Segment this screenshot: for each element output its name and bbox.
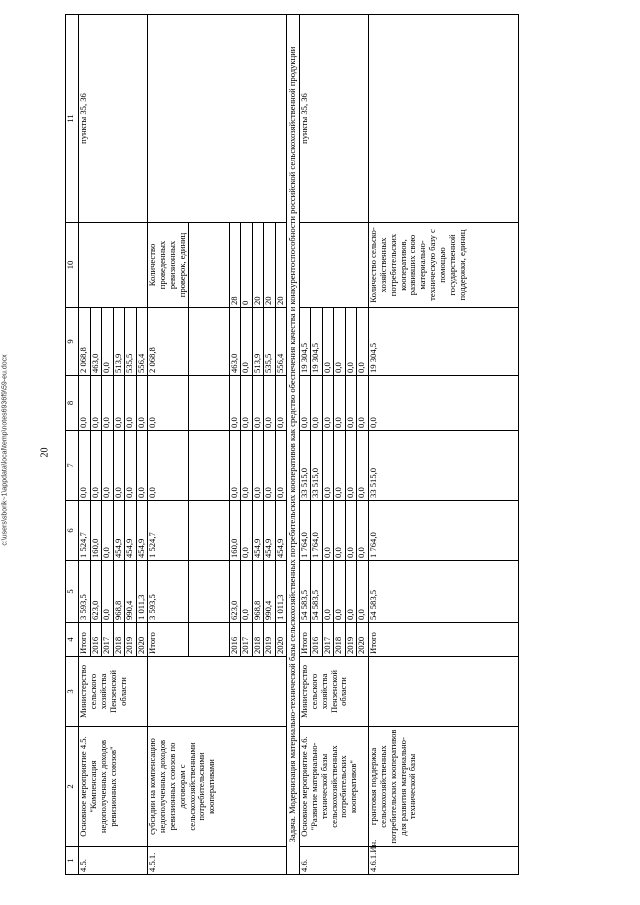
value-cell: 454,9: [264, 501, 276, 561]
indicator-value: 20: [264, 223, 276, 308]
value-cell: 33 515,0: [311, 431, 323, 501]
value-cell: 0,0: [322, 308, 334, 376]
year-cell: Итого: [148, 623, 189, 657]
measure-name: Основное мероприятие 4.5. "Компенсация недополученных доходов ревизионных союзов": [79, 727, 148, 847]
value-cell: 0,0: [322, 501, 334, 561]
indicator-value: 0: [241, 223, 253, 308]
column-number-row: [66, 15, 79, 875]
value-cell: 0,0: [345, 376, 357, 431]
executor: [368, 657, 518, 727]
value-cell: 0,0: [136, 376, 148, 431]
points-cell: [148, 15, 287, 223]
year-cell: Итого: [79, 623, 91, 657]
footer-path-text: c:\users\sborik~1\appdata\local\temp\notes6936f9\59-eu.docx: [1, 354, 9, 546]
value-cell: 0,0: [229, 431, 241, 501]
col-number-6: 6: [66, 501, 79, 561]
col-number-2: 2: [66, 727, 79, 847]
table-row: [79, 15, 91, 875]
table-row: [148, 15, 189, 875]
value-cell: 0,0: [334, 501, 346, 561]
value-cell: 19 304,5: [311, 308, 323, 376]
value-cell: 0,0: [113, 376, 125, 431]
value-cell: 0,0: [102, 561, 114, 623]
value-cell: 0,0: [241, 376, 253, 431]
value-cell: 623,0: [229, 561, 241, 623]
value-cell: 1 524,7: [148, 501, 189, 561]
value-cell: 0,0: [357, 501, 369, 561]
value-cell: 454,9: [113, 501, 125, 561]
value-cell: 0,0: [241, 308, 253, 376]
year-cell: 2018: [252, 623, 264, 657]
indicator-cell: [188, 223, 229, 308]
year-cell: 2017: [322, 623, 334, 657]
value-cell: 968,8: [252, 561, 264, 623]
value-cell: 0,0: [275, 431, 287, 501]
executor: Министерство сельского хозяйства Пензенской области: [79, 657, 148, 727]
value-cell: 3 593,5: [148, 561, 189, 623]
value-cell: 0,0: [299, 376, 311, 431]
value-cell: 454,9: [252, 501, 264, 561]
value-cell: 0,0: [148, 376, 189, 431]
value-cell: 0,0: [357, 431, 369, 501]
value-cell: 19 304,5: [368, 308, 518, 376]
value-cell: [188, 561, 229, 623]
year-cell: 2017: [102, 623, 114, 657]
value-cell: 463,0: [229, 308, 241, 376]
col-number-5: 5: [66, 561, 79, 623]
indicator-cell: [79, 223, 148, 308]
value-cell: 0,0: [102, 501, 114, 561]
table-row: [368, 15, 518, 875]
value-cell: 33 515,0: [299, 431, 311, 501]
value-cell: 0,0: [334, 308, 346, 376]
year-cell: 2020: [357, 623, 369, 657]
col-number-8: 8: [66, 376, 79, 431]
year-cell: 2016: [229, 623, 241, 657]
indicator-cell: Количество проведенных ревизионных проверок, единиц: [148, 223, 189, 308]
value-cell: 0,0: [275, 376, 287, 431]
executor: Министерство сельского хозяйства Пензенской области: [299, 657, 368, 727]
value-cell: 0,0: [241, 431, 253, 501]
value-cell: 0,0: [357, 376, 369, 431]
value-cell: 54 583,5: [311, 561, 323, 623]
year-cell: Итого: [368, 623, 518, 657]
value-cell: 535,5: [264, 308, 276, 376]
value-cell: 556,4: [275, 308, 287, 376]
value-cell: 2 068,8: [79, 308, 91, 376]
value-cell: 0,0: [357, 561, 369, 623]
value-cell: 0,0: [102, 431, 114, 501]
value-cell: 0,0: [136, 431, 148, 501]
year-cell: [188, 623, 229, 657]
measure-name: грантовая поддержка сельскохозяйственных потребительских кооперативов для развития материально-технической базы: [368, 727, 518, 847]
value-cell: 1 011,3: [136, 561, 148, 623]
value-cell: 160,0: [90, 501, 102, 561]
value-cell: 513,9: [113, 308, 125, 376]
value-cell: 0,0: [345, 431, 357, 501]
value-cell: 0,0: [125, 431, 137, 501]
value-cell: 454,9: [125, 501, 137, 561]
points-cell: пункты 35, 36: [79, 15, 148, 223]
value-cell: 0,0: [148, 431, 189, 501]
value-cell: 1 764,0: [368, 501, 518, 561]
indicator-cell: Количество сельско-хозяйственных потребительских кооперативов, развивших свою материально-техническую базу с помощью государственной поддержки, единиц: [368, 223, 518, 308]
value-cell: 513,9: [252, 308, 264, 376]
indicator-cell: [299, 223, 368, 308]
value-cell: [188, 376, 229, 431]
value-cell: 0,0: [345, 501, 357, 561]
value-cell: 0,0: [102, 308, 114, 376]
row-number: 4.6.: [299, 847, 368, 875]
col-number-7: 7: [66, 431, 79, 501]
value-cell: 0,0: [345, 561, 357, 623]
rotated-table-wrapper: [65, 35, 625, 875]
page-number: 20: [39, 447, 51, 458]
year-cell: 2018: [334, 623, 346, 657]
executor: [148, 657, 287, 727]
year-cell: 2020: [275, 623, 287, 657]
year-cell: 2017: [241, 623, 253, 657]
value-cell: 33 515,0: [368, 431, 518, 501]
value-cell: 0,0: [264, 431, 276, 501]
value-cell: 463,0: [90, 308, 102, 376]
indicator-value: 28: [229, 223, 241, 308]
value-cell: [188, 308, 229, 376]
col-number-11: 11: [66, 15, 79, 223]
value-cell: 0,0: [252, 431, 264, 501]
value-cell: 0,0: [345, 308, 357, 376]
table-row: [299, 15, 311, 875]
value-cell: 0,0: [334, 376, 346, 431]
year-cell: 2020: [136, 623, 148, 657]
value-cell: 535,5: [125, 308, 137, 376]
task-row: [287, 15, 300, 875]
value-cell: 0,0: [334, 561, 346, 623]
measure-name: субсидии на компенсацию недополученных доходов ревизионных союзов по договорам с сельскохозяйственными потребительскими кооперативами: [148, 727, 287, 847]
value-cell: 0,0: [90, 376, 102, 431]
value-cell: 19 304,5: [299, 308, 311, 376]
year-cell: 2019: [125, 623, 137, 657]
value-cell: 454,9: [275, 501, 287, 561]
value-cell: 54 583,5: [299, 561, 311, 623]
value-cell: 1 764,0: [311, 501, 323, 561]
value-cell: 0,0: [311, 376, 323, 431]
year-cell: 2019: [264, 623, 276, 657]
year-cell: 2019: [345, 623, 357, 657]
points-cell: пункты 35, 36: [299, 15, 368, 223]
value-cell: 0,0: [79, 376, 91, 431]
value-cell: 0,0: [322, 431, 334, 501]
value-cell: 160,0: [229, 501, 241, 561]
col-number-4: 4: [66, 623, 79, 657]
value-cell: 0,0: [79, 431, 91, 501]
value-cell: 0,0: [229, 376, 241, 431]
value-cell: 0,0: [264, 376, 276, 431]
value-cell: 0,0: [241, 501, 253, 561]
col-number-10: 10: [66, 223, 79, 308]
value-cell: 556,4: [136, 308, 148, 376]
value-cell: 0,0: [357, 308, 369, 376]
value-cell: 0,0: [252, 376, 264, 431]
measure-name: Основное мероприятие 4.6. "Развитие материально-технической базы сельскохозяйственных потребительских кооперативов": [299, 727, 368, 847]
value-cell: [188, 501, 229, 561]
col-number-3: 3: [66, 657, 79, 727]
program-table: [65, 14, 519, 875]
value-cell: 1 011,3: [275, 561, 287, 623]
value-cell: 0,0: [368, 376, 518, 431]
points-cell: [368, 15, 518, 223]
row-number: 4.5.: [79, 847, 148, 875]
value-cell: 0,0: [334, 431, 346, 501]
row-number: 4.5.1.: [148, 847, 287, 875]
value-cell: 0,0: [241, 561, 253, 623]
indicator-value: 20: [275, 223, 287, 308]
value-cell: 0,0: [113, 431, 125, 501]
value-cell: 1 524,7: [79, 501, 91, 561]
task-text: Задача. Модернизация материально-технической базы сельскохозяйственных потребительских кооперативов как средство обеспечения качества и конкурентоспособности российской сельскохозяйственной продукции: [287, 15, 300, 875]
year-cell: Итого: [299, 623, 311, 657]
value-cell: 454,9: [136, 501, 148, 561]
value-cell: 54 583,5: [368, 561, 518, 623]
value-cell: 0,0: [322, 561, 334, 623]
col-number-9: 9: [66, 308, 79, 376]
col-number-1: 1: [66, 847, 79, 875]
value-cell: 0,0: [322, 376, 334, 431]
value-cell: 3 593,5: [79, 561, 91, 623]
row-number: 4.6.1.Ин.: [368, 847, 518, 875]
value-cell: 968,8: [113, 561, 125, 623]
year-cell: 2016: [90, 623, 102, 657]
year-cell: 2018: [113, 623, 125, 657]
value-cell: 990,4: [125, 561, 137, 623]
value-cell: 990,4: [264, 561, 276, 623]
value-cell: 0,0: [90, 431, 102, 501]
value-cell: 2 068,8: [148, 308, 189, 376]
value-cell: 0,0: [125, 376, 137, 431]
value-cell: 623,0: [90, 561, 102, 623]
value-cell: 0,0: [102, 376, 114, 431]
year-cell: 2016: [311, 623, 323, 657]
value-cell: [188, 431, 229, 501]
value-cell: 1 764,0: [299, 501, 311, 561]
indicator-value: 20: [252, 223, 264, 308]
